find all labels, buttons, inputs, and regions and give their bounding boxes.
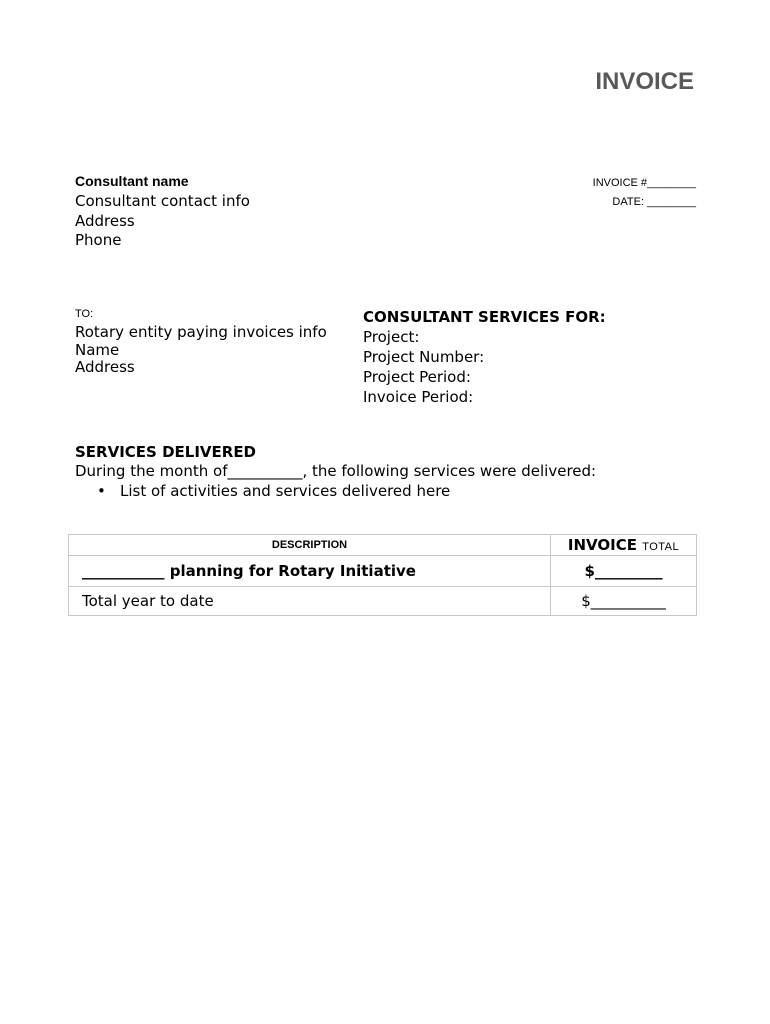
project-number-field: Project Number: bbox=[363, 348, 485, 366]
consultant-name: Consultant name bbox=[75, 173, 189, 189]
line-item-description: ___________ planning for Rotary Initiative bbox=[69, 556, 551, 587]
project-field: Project: bbox=[363, 328, 420, 346]
invoice-total-column-header bbox=[551, 535, 697, 556]
invoice-title: INVOICE bbox=[595, 68, 694, 95]
line-item-amount: $_________ bbox=[551, 556, 697, 587]
services-list-item bbox=[97, 482, 450, 500]
total-year-to-date-label: Total year to date bbox=[69, 587, 551, 616]
table-row bbox=[69, 556, 697, 587]
invoice-number-field: INVOICE #________ bbox=[592, 177, 696, 189]
consultant-address: Address bbox=[75, 212, 135, 230]
invoice-total-header-main: INVOICE bbox=[567, 536, 637, 554]
invoice-total-header-small: TOTAL bbox=[642, 541, 680, 553]
services-delivered-intro: During the month of__________, the following services were delivered: bbox=[75, 462, 597, 480]
total-year-to-date-amount: $__________ bbox=[551, 587, 697, 616]
table-row bbox=[69, 587, 697, 616]
recipient-name: Name bbox=[75, 341, 120, 359]
consultant-phone: Phone bbox=[75, 231, 122, 249]
description-column-header: DESCRIPTION bbox=[69, 535, 551, 556]
services-list-item-text: List of activities and services delivered here bbox=[120, 482, 451, 500]
project-period-field: Project Period: bbox=[363, 368, 471, 386]
table-header-row bbox=[69, 535, 697, 556]
consultant-contact-info: Consultant contact info bbox=[75, 192, 250, 210]
bullet-icon: • bbox=[97, 482, 106, 500]
invoice-table bbox=[68, 534, 697, 616]
consultant-services-heading: CONSULTANT SERVICES FOR: bbox=[363, 308, 606, 326]
recipient-address: Address bbox=[75, 358, 135, 376]
invoice-date-field: DATE: ________ bbox=[612, 196, 696, 208]
recipient-info: Rotary entity paying invoices info bbox=[75, 323, 327, 341]
services-delivered-heading: SERVICES DELIVERED bbox=[75, 443, 257, 461]
to-label: TO: bbox=[75, 308, 94, 320]
invoice-period-field: Invoice Period: bbox=[363, 388, 474, 406]
